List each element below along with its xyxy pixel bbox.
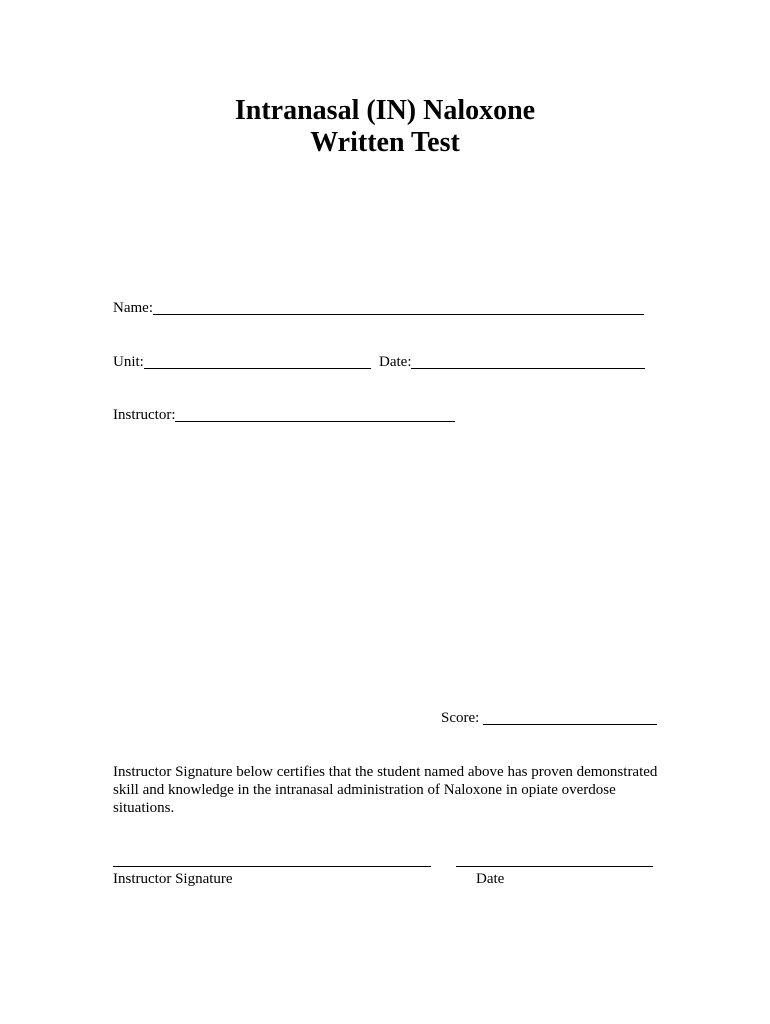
unit-label: Unit:	[113, 354, 144, 370]
unit-blank-line[interactable]	[144, 354, 371, 369]
instructor-label: Instructor:	[113, 407, 176, 423]
signature-date-line[interactable]	[456, 866, 653, 867]
document-title-line1: Intranasal (IN) Naloxone	[234, 95, 536, 126]
name-field	[113, 299, 644, 317]
name-label: Name:	[113, 300, 153, 316]
unit-field	[113, 353, 371, 371]
instructor-signature-line[interactable]	[113, 866, 431, 867]
date-label: Date:	[379, 354, 412, 370]
score-blank-line[interactable]	[483, 710, 657, 725]
instructor-field	[113, 406, 455, 424]
date-field	[379, 353, 645, 371]
date-blank-line[interactable]	[411, 354, 645, 369]
certification-statement: Instructor Signature below certifies that the student named above has proven demonstrated skill and knowledge in the intranasal administration of Naloxone in opiate overdose situations.	[113, 764, 658, 816]
name-blank-line[interactable]	[153, 300, 644, 315]
instructor-signature-label: Instructor Signature	[113, 871, 233, 887]
score-field	[441, 709, 657, 727]
score-label: Score:	[441, 710, 480, 726]
document-title-line2: Written Test	[310, 127, 460, 158]
signature-date-label: Date	[476, 871, 505, 887]
instructor-blank-line[interactable]	[175, 407, 455, 422]
